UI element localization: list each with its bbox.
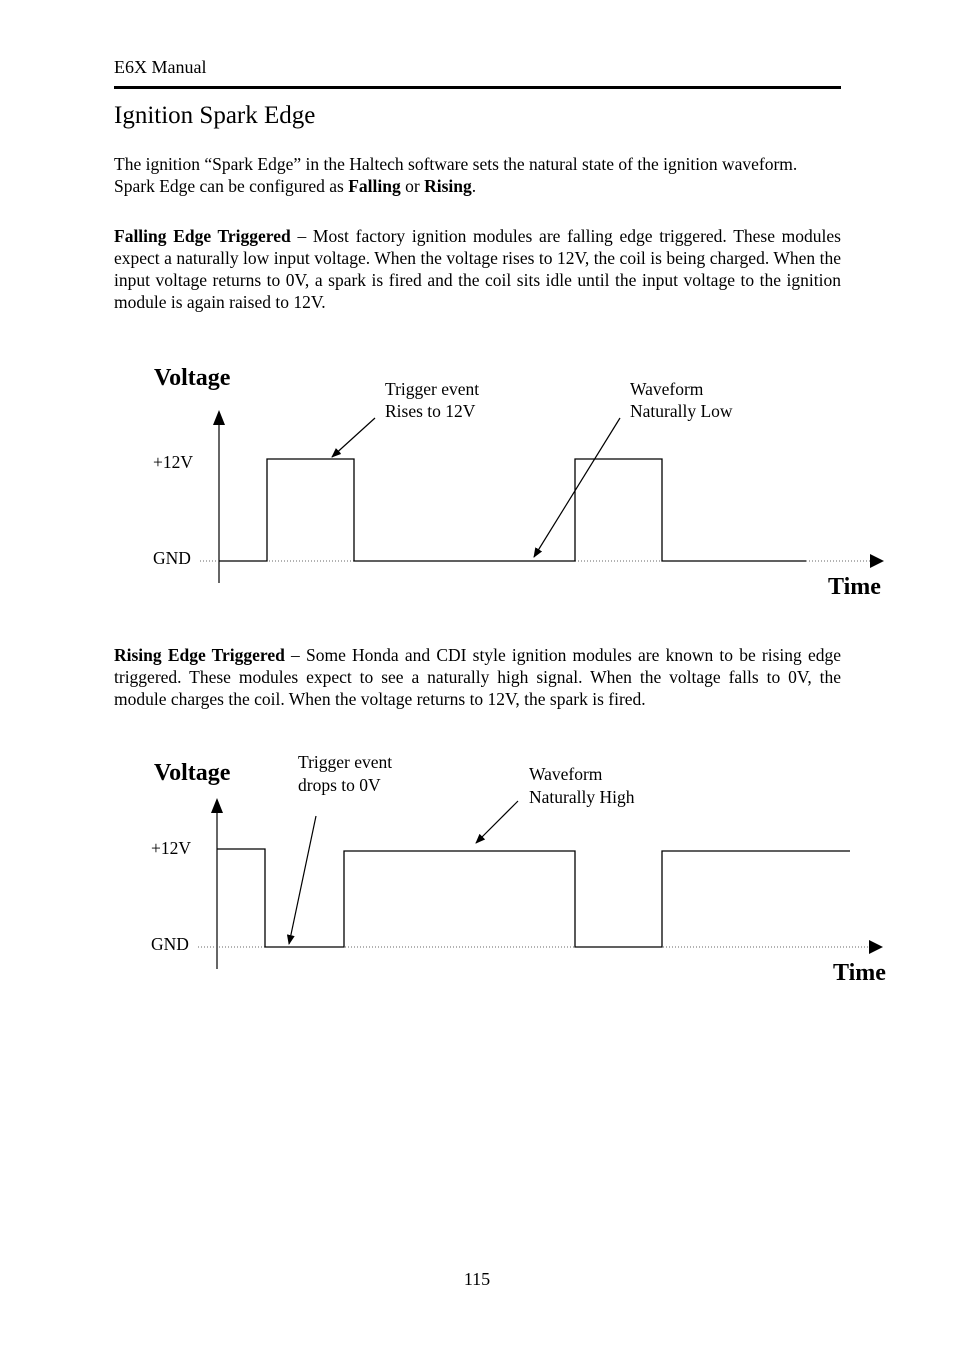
trigger-callout-line1: Trigger event: [385, 379, 480, 399]
intro-paragraph: [114, 153, 841, 197]
intro-rising: Rising: [424, 176, 472, 196]
waveform-callout-line1: Waveform: [630, 379, 704, 399]
waveform-callout-arrow: [534, 418, 620, 557]
trigger-callout-arrow: [289, 816, 316, 944]
waveform-callout-line2: Naturally Low: [630, 401, 733, 421]
time-axis-arrowhead: [869, 940, 883, 954]
intro-text-3: .: [471, 176, 477, 196]
falling-edge-term: Falling Edge Triggered: [114, 226, 291, 246]
trigger-callout-line2: Rises to 12V: [385, 401, 476, 421]
voltage-axis-label: Voltage: [154, 365, 231, 391]
intro-falling: Falling: [348, 176, 401, 196]
square-waveform: [217, 849, 850, 947]
waveform-callout-line1: Waveform: [529, 764, 603, 784]
time-axis-label: Time: [833, 960, 886, 986]
waveform-callout-line2: Naturally High: [529, 787, 635, 807]
rising-edge-paragraph: [114, 644, 841, 710]
square-waveform: [219, 459, 806, 561]
voltage-axis-arrowhead: [211, 798, 223, 813]
section-title: Ignition Spark Edge: [114, 102, 316, 129]
falling-edge-diagram: [0, 355, 954, 615]
falling-edge-body: – Most factory ignition modules are falling edge triggered. These modules expect a naturally low input voltage. When the voltage rises to 12V, the coil is being charged. When the input voltage returns to 0V, a spark is fired and the coil sits idle until the input voltage to the ignition module is again raised to 12V.: [114, 226, 841, 312]
time-axis-label: Time: [828, 574, 881, 600]
rising-edge-body: – Some Honda and CDI style ignition modules are known to be rising edge triggered. These modules expect to see a naturally high signal. When the voltage falls to 0V, the module charges the coil. When the voltage returns to 12V, the spark is fired.: [114, 645, 841, 709]
rising-edge-diagram: [0, 745, 954, 995]
falling-edge-paragraph: [114, 225, 841, 313]
ground-level-label: GND: [151, 934, 189, 954]
trigger-callout-arrow: [332, 418, 375, 457]
trigger-callout-line1: Trigger event: [298, 752, 393, 772]
rising-edge-term: Rising Edge Triggered: [114, 645, 285, 665]
trigger-callout-line2: drops to 0V: [298, 775, 381, 795]
high-level-label: +12V: [153, 452, 194, 472]
header-rule: [114, 86, 841, 89]
intro-text-1: The ignition “Spark Edge” in the Haltech software sets the natural state of the ignition waveform. Spark Edge can be configured as: [114, 154, 798, 196]
intro-text-2: or: [400, 176, 425, 196]
running-header: E6X Manual: [114, 57, 207, 77]
ground-level-label: GND: [153, 548, 191, 568]
voltage-axis-arrowhead: [213, 410, 225, 425]
waveform-callout-arrow: [476, 801, 518, 843]
high-level-label: +12V: [151, 838, 192, 858]
page-number: 115: [463, 1269, 491, 1289]
time-axis-arrowhead: [870, 554, 884, 568]
voltage-axis-label: Voltage: [154, 760, 231, 786]
